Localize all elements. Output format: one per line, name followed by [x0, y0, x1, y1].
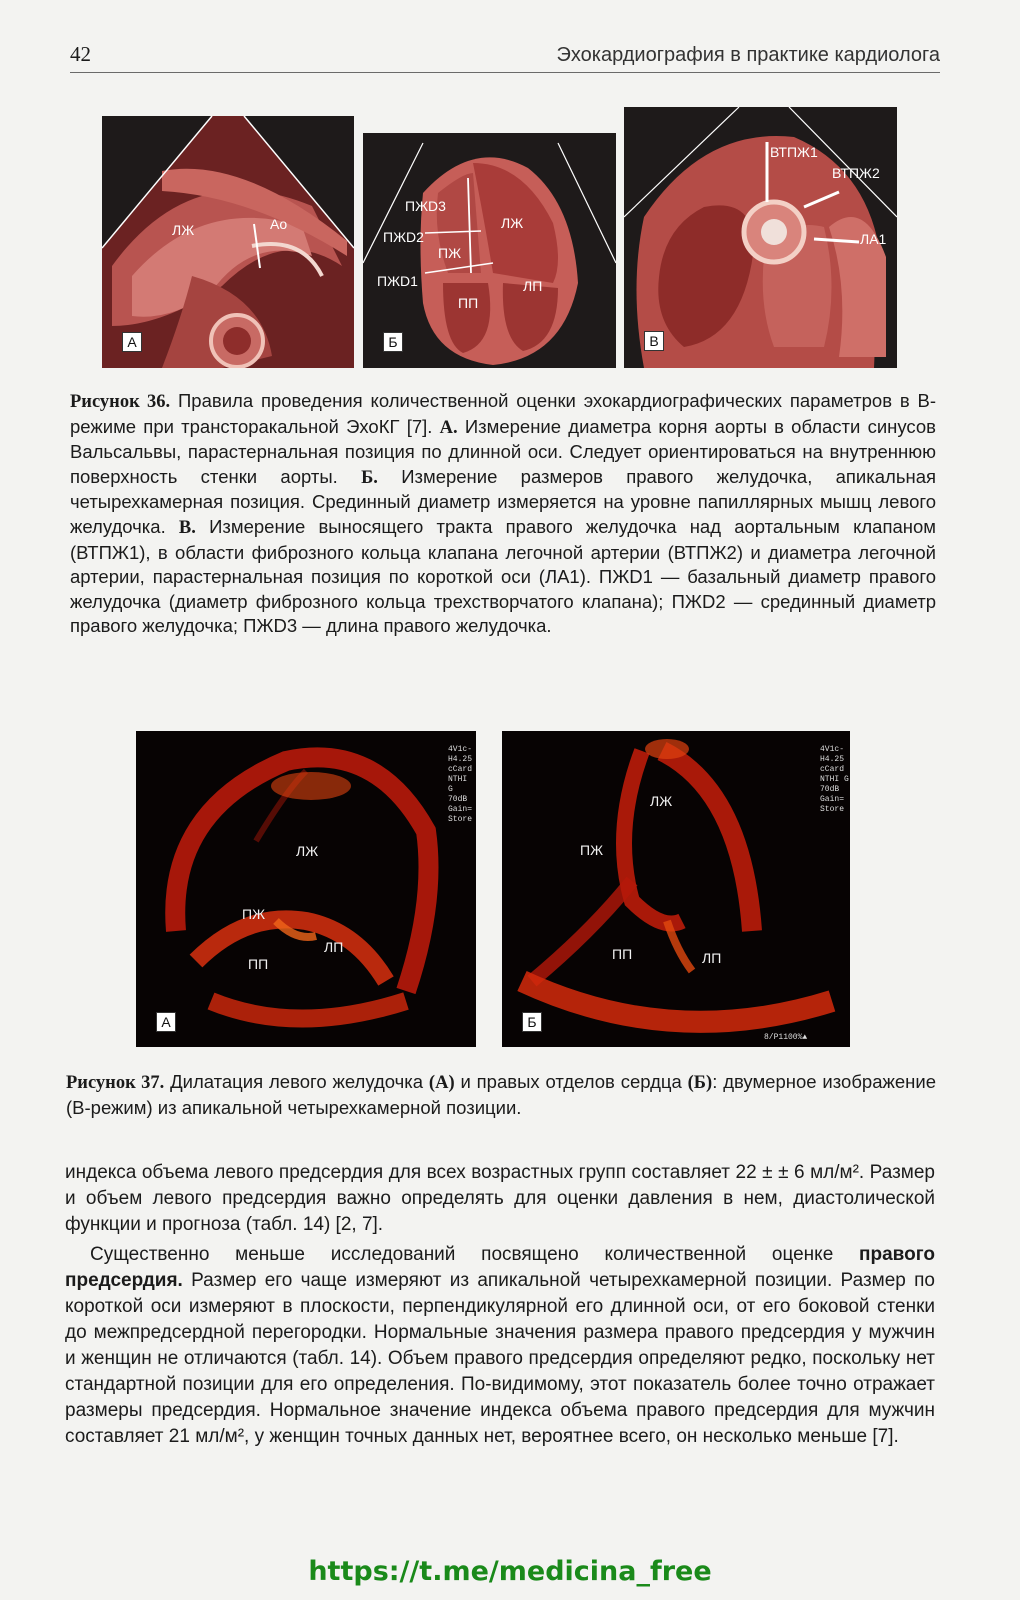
label-lv: ЛЖ [172, 222, 195, 238]
echo-image-dilated-right-heart [502, 731, 850, 1047]
scanner-settings: 4V1c- H4.25 cCard NTHI G 70dB Gain= Store [820, 745, 849, 814]
panel-label: А [122, 332, 142, 352]
caption-lead: Рисунок 37. [66, 1073, 165, 1093]
panel-label: А [156, 1012, 176, 1032]
label-lv: ЛЖ [296, 843, 319, 859]
label-rvd1: ПЖD1 [377, 273, 418, 289]
label-lv: ЛЖ [501, 215, 524, 231]
label-rv: ПЖ [438, 245, 461, 261]
label-lv: ЛЖ [650, 793, 673, 809]
figure37-panel-b [502, 731, 850, 1047]
label-rv: ПЖ [580, 842, 603, 858]
telegram-link[interactable]: https://t.me/medicina_free [308, 1556, 712, 1587]
running-title: Эхокардиография в практике кардиолога [556, 44, 940, 66]
figure36-panel-a [102, 116, 354, 368]
figure37-panel-a [136, 731, 476, 1047]
figure36-caption: Рисунок 36. Правила проведения количественной оценки эхокардиографических параметров в В-режиме при трансторакальной ЭхоКГ [7]. А. Измерение диаметра корня аорты в области синусов Вальсальвы, парастернальная позиция по длинной оси. Следует ориентироваться на внутреннюю поверхность стенки аорты. Б. Измерение размеров правого желудочка, апикальная четырехкамерная позиция. Срединный диаметр измеряется на уровне папиллярных мышц левого желудочка. В. Измерение выносящего тракта правого желудочка над аортальным клапаном (ВТПЖ1), в области фиброзного кольца клапана легочной артерии (ВТПЖ2) и диаметра легочной артерии, парастернальная позиция по короткой оси (ЛА1). ПЖD1 — базальный диаметр правого желудочка (диаметр фиброзного кольца трехстворчатого клапана); ПЖD2 — срединный диаметр правого желудочка; ПЖD3 — длина правого желудочка. [70, 390, 936, 637]
body-text [65, 1160, 935, 1450]
label-rvot2: ВТПЖ2 [832, 165, 880, 181]
label-la: ЛП [324, 939, 344, 955]
heart-short-axis-illustration [624, 107, 897, 368]
label-rvd2: ПЖD2 [383, 229, 424, 245]
paragraph: Существенно меньше исследований посвящено количественной оценке правого предсердия. Размер его чаще измеряют из апикальной четырехкамерной позиции. Размер по короткой оси измеряют в плоскости, перпендикулярной его длинной оси, от его боковой стенки до межпредсердной перегородки. Нормальные значения размера правого предсердия у мужчин и женщин не отличаются (табл. 14). Объем правого предсердия определяют редко, поскольку нет стандартной позиции для его определения. По-видимому, этот показатель более точно отражает размеры предсердия. Нормальное значение индекса объема правого предсердия для мужчин составляет 21 мл/м², у женщин точных данных нет, вероятнее всего, он несколько меньше [7]. [65, 1244, 935, 1447]
label-pa1: ЛА1 [860, 231, 887, 247]
heart-long-axis-illustration [102, 116, 354, 368]
panel-label: Б [383, 332, 403, 352]
label-ra: ПП [612, 946, 633, 962]
panel-label: Б [522, 1012, 542, 1032]
panel-label: В [644, 331, 664, 351]
label-rv: ПЖ [242, 906, 265, 922]
label-rvd3: ПЖD3 [405, 198, 446, 214]
label-la: ЛП [523, 278, 543, 294]
scanner-settings: 4V1c- H4.25 cCard NTHI G 70dB Gain= Store [448, 745, 473, 824]
page-number: 42 [70, 42, 91, 66]
echo-image-dilated-lv [136, 731, 476, 1047]
figure36-panel-c [624, 107, 897, 368]
figure36-panel-b [363, 133, 616, 368]
label-la: ЛП [702, 950, 722, 966]
paragraph: индекса объема левого предсердия для всех возрастных групп составляет 22 ± ± 6 мл/м². Размер и объем левого предсердия важно определять для оценки давления в нем, диастолической функции и прогноза (табл. 14) [2, 7]. [65, 1162, 935, 1235]
caption-lead: Рисунок 36. [70, 392, 171, 412]
label-rvot1: ВТПЖ1 [770, 144, 818, 160]
label-aorta: Ao [270, 216, 288, 232]
scanner-footer-info: 8/P1100%▲ [764, 1033, 808, 1042]
label-ra: ПП [458, 295, 479, 311]
page-header [70, 42, 940, 73]
figure37-caption: Рисунок 37. Дилатация левого желудочка (А) и правых отделов сердца (Б): двумерное изображение (В-режим) из апикальной четырехкамерной позиции. [66, 1071, 936, 1118]
label-ra: ПП [248, 956, 269, 972]
